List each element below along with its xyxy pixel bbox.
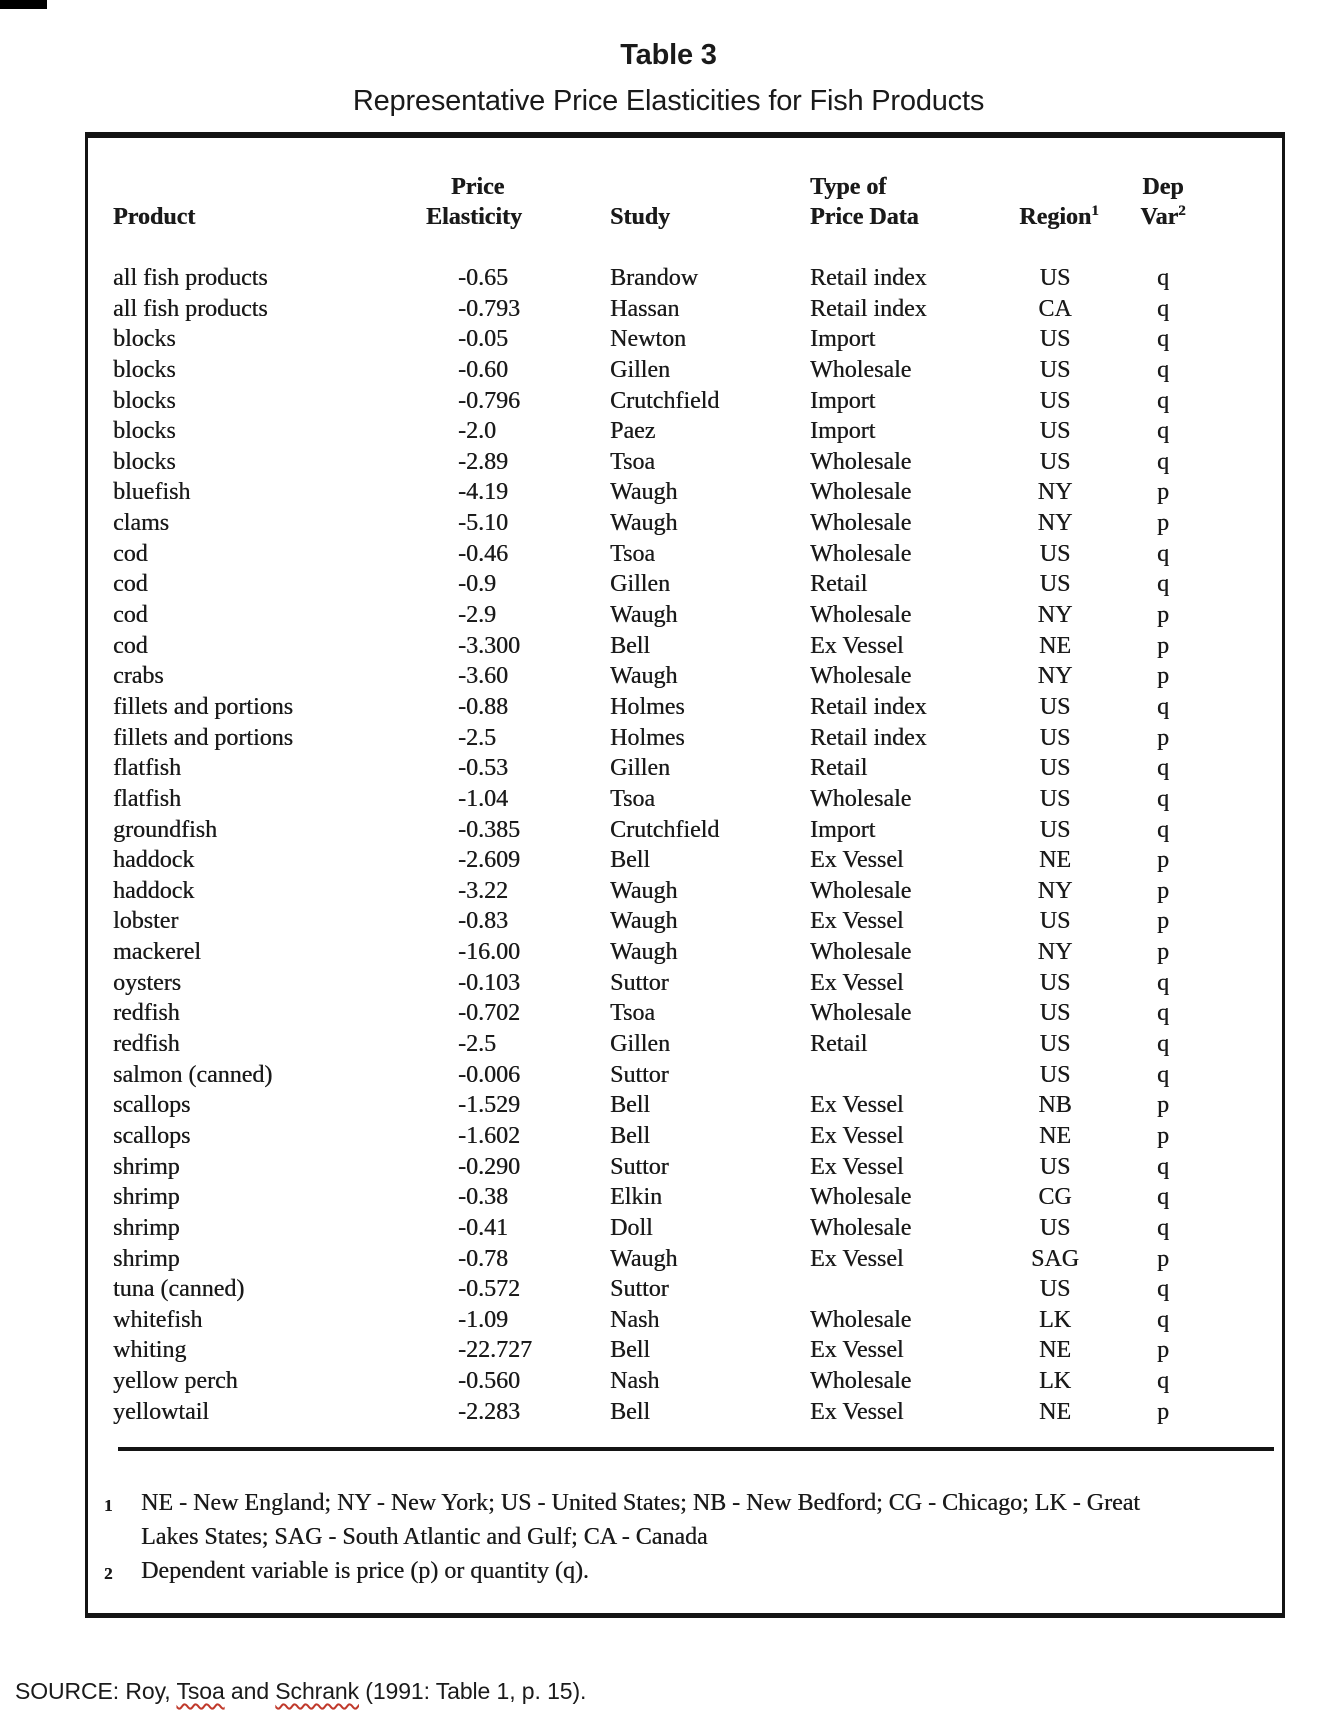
cell-study: Suttor <box>610 1276 669 1303</box>
cell-dep-var: q <box>1157 571 1169 598</box>
cell-dep-var: p <box>1157 877 1169 904</box>
cell-product: cod <box>113 632 148 659</box>
table-row <box>88 753 1282 784</box>
cell-price-data: Retail <box>810 1031 868 1058</box>
table-row <box>88 1152 1282 1183</box>
cell-price-data: Ex Vessel <box>810 1245 904 1272</box>
cell-elasticity: -2.5 <box>458 1031 496 1058</box>
cell-product: groundfish <box>113 816 217 843</box>
page-title: Representative Price Elasticities for Fish Products <box>352 85 985 117</box>
cell-dep-var: q <box>1157 1214 1169 1241</box>
cell-price-data: Wholesale <box>810 785 912 812</box>
cell-region: NY <box>1037 510 1073 537</box>
table-row <box>88 968 1282 999</box>
table-row <box>88 1029 1282 1060</box>
table-row <box>88 723 1282 754</box>
cell-elasticity: -0.83 <box>458 908 508 935</box>
table-row <box>88 1274 1282 1305</box>
cell-region: NY <box>1037 877 1073 904</box>
cell-product: lobster <box>113 908 179 935</box>
cell-region: US <box>1039 785 1071 812</box>
cell-product: blocks <box>113 418 176 445</box>
cell-region: US <box>1039 448 1071 475</box>
cell-study: Tsoa <box>610 540 655 567</box>
cell-product: whiting <box>113 1337 187 1364</box>
cell-product: blocks <box>113 356 176 383</box>
cell-elasticity: -2.89 <box>458 448 508 475</box>
cell-price-data: Retail index <box>810 693 927 720</box>
cell-price-data: Retail index <box>810 724 927 751</box>
cell-price-data: Import <box>810 326 876 353</box>
cell-elasticity: -16.00 <box>458 939 520 966</box>
column-header-region: Region$^1$ <box>1019 203 1099 230</box>
cell-study: Brandow <box>610 265 698 291</box>
cell-region: US <box>1039 693 1071 720</box>
cell-elasticity: -0.290 <box>458 1153 520 1180</box>
cell-product: cod <box>113 602 148 629</box>
cell-elasticity: -2.9 <box>458 602 496 629</box>
cell-elasticity: -1.09 <box>458 1306 508 1333</box>
cell-product: tuna (canned) <box>113 1276 245 1303</box>
cell-dep-var: p <box>1157 479 1169 506</box>
cell-product: mackerel <box>113 939 201 966</box>
cell-price-data: Import <box>810 816 876 843</box>
cell-elasticity: -0.65 <box>458 265 508 291</box>
cell-elasticity: -0.103 <box>458 969 520 996</box>
cell-elasticity: -3.22 <box>458 877 508 904</box>
footnote-superscript: 2 <box>104 1564 113 1584</box>
cell-product: shrimp <box>113 1214 180 1241</box>
cell-elasticity: -5.10 <box>458 510 508 537</box>
cell-dep-var: p <box>1157 663 1169 690</box>
cell-study: Gillen <box>610 755 670 782</box>
table-number: Table 3 <box>620 39 717 71</box>
table-row <box>88 998 1282 1029</box>
cell-price-data: Ex Vessel <box>810 1153 904 1180</box>
cell-region: US <box>1039 326 1071 353</box>
table-row <box>88 815 1282 846</box>
cell-study: Nash <box>610 1306 660 1333</box>
cell-study: Elkin <box>610 1184 662 1211</box>
table-body <box>88 263 1282 1427</box>
table-row <box>88 263 1282 294</box>
table-row <box>88 1397 1282 1428</box>
cell-dep-var: q <box>1157 969 1169 996</box>
cell-dep-var: p <box>1157 1092 1169 1119</box>
footnotes-block <box>88 1486 1282 1588</box>
cell-product: shrimp <box>113 1245 180 1272</box>
table-row <box>88 294 1282 325</box>
cell-product: redfish <box>113 1000 180 1027</box>
cell-price-data: Wholesale <box>810 602 912 629</box>
cell-study: Tsoa <box>610 448 655 475</box>
cell-study: Nash <box>610 1368 660 1395</box>
cell-product: clams <box>113 510 169 537</box>
cell-price-data: Ex Vessel <box>810 969 904 996</box>
cell-product: haddock <box>113 847 195 874</box>
cell-price-data: Wholesale <box>810 1214 912 1241</box>
cell-elasticity: -3.60 <box>458 663 508 690</box>
cell-dep-var: q <box>1157 785 1169 812</box>
cell-region: US <box>1039 816 1071 843</box>
cell-dep-var: p <box>1157 724 1169 751</box>
cell-price-data: Retail index <box>810 295 927 322</box>
cell-elasticity: -0.793 <box>458 295 520 322</box>
cell-product: blocks <box>113 387 176 414</box>
cell-price-data: Wholesale <box>810 510 912 537</box>
cell-price-data: Ex Vessel <box>810 632 904 659</box>
cell-product: whitefish <box>113 1306 203 1333</box>
cell-product: scallops <box>113 1092 191 1119</box>
table-row <box>88 355 1282 386</box>
cell-product: bluefish <box>113 479 191 506</box>
cell-product: blocks <box>113 326 176 353</box>
cell-region: NY <box>1037 602 1073 629</box>
cell-price-data: Wholesale <box>810 1306 912 1333</box>
source-text: (1991: Table 1, p. 15). <box>358 1678 587 1704</box>
table-title-block <box>0 38 1337 118</box>
cell-price-data: Wholesale <box>810 663 912 690</box>
cell-elasticity: -0.38 <box>458 1184 508 1211</box>
cell-price-data: Wholesale <box>810 1184 912 1211</box>
table-row <box>88 1182 1282 1213</box>
cell-region: US <box>1039 1061 1071 1088</box>
scan-artifact <box>0 0 47 9</box>
cell-product: redfish <box>113 1031 180 1058</box>
cell-elasticity: -2.283 <box>458 1398 520 1425</box>
cell-product: haddock <box>113 877 195 904</box>
cell-dep-var: q <box>1157 1276 1169 1303</box>
cell-price-data: Ex Vessel <box>810 1092 904 1119</box>
spellcheck-word: Schrank <box>275 1678 359 1704</box>
cell-study: Suttor <box>610 1153 669 1180</box>
footnote-text: Dependent variable is price (p) or quantity (q). <box>141 1558 589 1585</box>
cell-study: Bell <box>610 1398 650 1425</box>
cell-price-data: Wholesale <box>810 1000 912 1027</box>
table-row <box>88 1335 1282 1366</box>
cell-dep-var: q <box>1157 755 1169 782</box>
cell-elasticity: -1.529 <box>458 1092 520 1119</box>
table-row <box>88 386 1282 417</box>
footnote-superscript: 1 <box>104 1496 113 1516</box>
cell-elasticity: -1.04 <box>458 785 508 812</box>
cell-region: NE <box>1039 1122 1071 1149</box>
cell-study: Waugh <box>610 602 678 629</box>
column-header-study: Study <box>610 204 671 230</box>
cell-study: Waugh <box>610 1245 678 1272</box>
cell-price-data: Ex Vessel <box>810 908 904 935</box>
cell-study: Hassan <box>610 295 680 322</box>
table-row <box>88 1305 1282 1336</box>
table-row <box>88 1060 1282 1091</box>
cell-region: LK <box>1039 1368 1071 1395</box>
cell-study: Crutchfield <box>610 816 720 843</box>
cell-study: Waugh <box>610 877 678 904</box>
cell-product: all fish products <box>113 295 268 322</box>
cell-elasticity: -0.78 <box>458 1245 508 1272</box>
cell-price-data: Wholesale <box>810 1368 912 1395</box>
cell-price-data: Ex Vessel <box>810 1398 904 1425</box>
cell-product: blocks <box>113 448 176 475</box>
cell-price-data: Wholesale <box>810 356 912 383</box>
cell-dep-var: p <box>1157 1398 1169 1425</box>
cell-study: Paez <box>610 418 656 445</box>
cell-elasticity: -0.88 <box>458 693 508 720</box>
source-text: and <box>224 1678 276 1704</box>
cell-dep-var: p <box>1157 908 1169 935</box>
cell-study: Newton <box>610 326 686 353</box>
cell-region: NE <box>1039 847 1071 874</box>
cell-product: cod <box>113 540 148 567</box>
cell-study: Waugh <box>610 663 678 690</box>
cell-price-data <box>810 1274 993 1305</box>
cell-product: salmon (canned) <box>113 1061 273 1088</box>
cell-dep-var: q <box>1157 448 1169 475</box>
cell-price-data: Wholesale <box>810 479 912 506</box>
cell-study: Waugh <box>610 479 678 506</box>
source-text: SOURCE: Roy, <box>15 1678 177 1704</box>
cell-elasticity: -0.560 <box>458 1368 520 1395</box>
table-frame <box>85 132 1285 1618</box>
cell-region: US <box>1039 265 1071 291</box>
cell-elasticity: -1.602 <box>458 1122 520 1149</box>
table-row <box>88 1244 1282 1275</box>
table-footer-rule <box>118 1447 1274 1451</box>
cell-region: US <box>1039 356 1071 383</box>
cell-elasticity: -2.609 <box>458 847 520 874</box>
cell-region: US <box>1039 571 1071 598</box>
cell-dep-var: p <box>1157 602 1169 629</box>
cell-dep-var: q <box>1157 295 1169 322</box>
cell-region: US <box>1039 755 1071 782</box>
cell-price-data: Wholesale <box>810 448 912 475</box>
table-row <box>88 1366 1282 1397</box>
cell-price-data: Wholesale <box>810 540 912 567</box>
cell-region: US <box>1039 387 1071 414</box>
cell-region: SAG <box>1030 1245 1079 1272</box>
cell-region: CA <box>1038 295 1072 322</box>
cell-dep-var: q <box>1157 418 1169 445</box>
cell-product: shrimp <box>113 1184 180 1211</box>
cell-study: Tsoa <box>610 1000 655 1027</box>
cell-dep-var: q <box>1157 1368 1169 1395</box>
cell-dep-var: q <box>1157 265 1169 291</box>
table-row <box>88 631 1282 662</box>
cell-product: shrimp <box>113 1153 180 1180</box>
cell-product: fillets and portions <box>113 693 293 720</box>
cell-price-data <box>810 1060 993 1091</box>
cell-dep-var: q <box>1157 1031 1169 1058</box>
table-row <box>88 416 1282 447</box>
cell-study: Waugh <box>610 908 678 935</box>
table-row <box>88 324 1282 355</box>
cell-dep-var: q <box>1157 816 1169 843</box>
cell-elasticity: -0.53 <box>458 755 508 782</box>
cell-price-data: Wholesale <box>810 939 912 966</box>
column-header-dep-var: Dep Var$^2$ <box>1140 174 1186 230</box>
cell-elasticity: -0.702 <box>458 1000 520 1027</box>
cell-dep-var: q <box>1157 387 1169 414</box>
table-row <box>88 784 1282 815</box>
cell-region: NE <box>1039 632 1071 659</box>
cell-region: US <box>1039 1214 1071 1241</box>
cell-elasticity: -2.0 <box>458 418 496 445</box>
cell-elasticity: -22.727 <box>458 1337 532 1364</box>
cell-product: flatfish <box>113 785 181 812</box>
cell-elasticity: -0.41 <box>458 1214 508 1241</box>
cell-price-data: Retail <box>810 755 868 782</box>
footnote-text: Lakes States; SAG - South Atlantic and Gulf; CA - Canada <box>141 1524 708 1551</box>
cell-region: NY <box>1037 939 1073 966</box>
cell-product: crabs <box>113 663 164 690</box>
cell-product: all fish products <box>113 265 268 291</box>
table-row <box>88 1121 1282 1152</box>
cell-elasticity: -4.19 <box>458 479 508 506</box>
cell-dep-var: p <box>1157 510 1169 537</box>
cell-region: NY <box>1037 479 1073 506</box>
cell-elasticity: -3.300 <box>458 632 520 659</box>
cell-study: Suttor <box>610 969 669 996</box>
table-row <box>88 539 1282 570</box>
cell-region: US <box>1039 1276 1071 1303</box>
cell-study: Bell <box>610 1337 650 1364</box>
cell-elasticity: -0.9 <box>458 571 496 598</box>
spellcheck-word: Tsoa <box>176 1678 225 1704</box>
cell-elasticity: -2.5 <box>458 724 496 751</box>
cell-study: Tsoa <box>610 785 655 812</box>
cell-region: NY <box>1037 663 1073 690</box>
cell-product: scallops <box>113 1122 191 1149</box>
footnote-dep-var <box>88 1554 1282 1588</box>
source-line <box>15 1676 586 1706</box>
cell-region: US <box>1039 540 1071 567</box>
cell-study: Bell <box>610 632 650 659</box>
table-row <box>88 876 1282 907</box>
cell-region: CG <box>1038 1184 1072 1211</box>
cell-region: LK <box>1039 1306 1071 1333</box>
cell-elasticity: -0.006 <box>458 1061 520 1088</box>
cell-dep-var: p <box>1157 1337 1169 1364</box>
cell-dep-var: p <box>1157 1245 1169 1272</box>
column-header-price-elasticity: Price Elasticity <box>426 174 522 230</box>
cell-elasticity: -0.60 <box>458 356 508 383</box>
table-header-row <box>88 172 1282 232</box>
table-row <box>88 661 1282 692</box>
cell-study: Bell <box>610 1122 650 1149</box>
cell-product: cod <box>113 571 148 598</box>
cell-study: Crutchfield <box>610 387 720 414</box>
cell-study: Bell <box>610 847 650 874</box>
cell-dep-var: p <box>1157 847 1169 874</box>
cell-dep-var: q <box>1157 1306 1169 1333</box>
footnote-regions <box>88 1486 1282 1554</box>
cell-elasticity: -0.385 <box>458 816 520 843</box>
cell-study: Suttor <box>610 1061 669 1088</box>
cell-region: US <box>1039 724 1071 751</box>
footnote-text: NE - New England; NY - New York; US - United States; NB - New Bedford; CG - Chicago; LK - Great <box>141 1490 1140 1517</box>
cell-study: Bell <box>610 1092 650 1119</box>
table-row <box>88 1213 1282 1244</box>
cell-price-data: Wholesale <box>810 877 912 904</box>
cell-study: Holmes <box>610 693 685 720</box>
cell-dep-var: p <box>1157 939 1169 966</box>
table-row <box>88 937 1282 968</box>
cell-elasticity: -0.05 <box>458 326 508 353</box>
cell-region: US <box>1039 908 1071 935</box>
table-row <box>88 906 1282 937</box>
cell-elasticity: -0.572 <box>458 1276 520 1303</box>
cell-study: Waugh <box>610 939 678 966</box>
cell-price-data: Retail <box>810 571 868 598</box>
cell-dep-var: q <box>1157 1000 1169 1027</box>
column-header-price-data: Type of Price Data <box>810 174 919 230</box>
cell-study: Waugh <box>610 510 678 537</box>
cell-price-data: Ex Vessel <box>810 1122 904 1149</box>
cell-dep-var: q <box>1157 1184 1169 1211</box>
cell-price-data: Ex Vessel <box>810 1337 904 1364</box>
cell-study: Gillen <box>610 1031 670 1058</box>
cell-region: US <box>1039 1153 1071 1180</box>
cell-elasticity: -0.796 <box>458 387 520 414</box>
cell-product: yellowtail <box>113 1398 209 1425</box>
column-header-product: Product <box>113 204 196 230</box>
cell-dep-var: q <box>1157 326 1169 353</box>
cell-dep-var: q <box>1157 356 1169 383</box>
cell-region: NE <box>1039 1398 1071 1425</box>
table-row <box>88 477 1282 508</box>
cell-price-data: Retail index <box>810 265 927 291</box>
cell-region: NE <box>1039 1337 1071 1364</box>
cell-price-data: Import <box>810 418 876 445</box>
cell-product: yellow perch <box>113 1368 238 1395</box>
cell-region: US <box>1039 418 1071 445</box>
cell-region: US <box>1039 969 1071 996</box>
cell-elasticity: -0.46 <box>458 540 508 567</box>
table-row <box>88 845 1282 876</box>
cell-price-data: Import <box>810 387 876 414</box>
cell-dep-var: q <box>1157 1153 1169 1180</box>
table-row <box>88 508 1282 539</box>
cell-region: NB <box>1038 1092 1072 1119</box>
cell-dep-var: p <box>1157 1122 1169 1149</box>
cell-dep-var: q <box>1157 540 1169 567</box>
cell-price-data: Ex Vessel <box>810 847 904 874</box>
table-row <box>88 1090 1282 1121</box>
cell-study: Gillen <box>610 356 670 383</box>
cell-study: Doll <box>610 1214 653 1241</box>
cell-dep-var: q <box>1157 693 1169 720</box>
table-row <box>88 447 1282 478</box>
cell-study: Holmes <box>610 724 685 751</box>
cell-region: US <box>1039 1031 1071 1058</box>
cell-region: US <box>1039 1000 1071 1027</box>
cell-product: oysters <box>113 969 181 996</box>
cell-dep-var: q <box>1157 1061 1169 1088</box>
cell-product: fillets and portions <box>113 724 293 751</box>
table-row <box>88 569 1282 600</box>
table-row <box>88 692 1282 723</box>
cell-study: Gillen <box>610 571 670 598</box>
cell-dep-var: p <box>1157 632 1169 659</box>
cell-product: flatfish <box>113 755 181 782</box>
table-row <box>88 600 1282 631</box>
